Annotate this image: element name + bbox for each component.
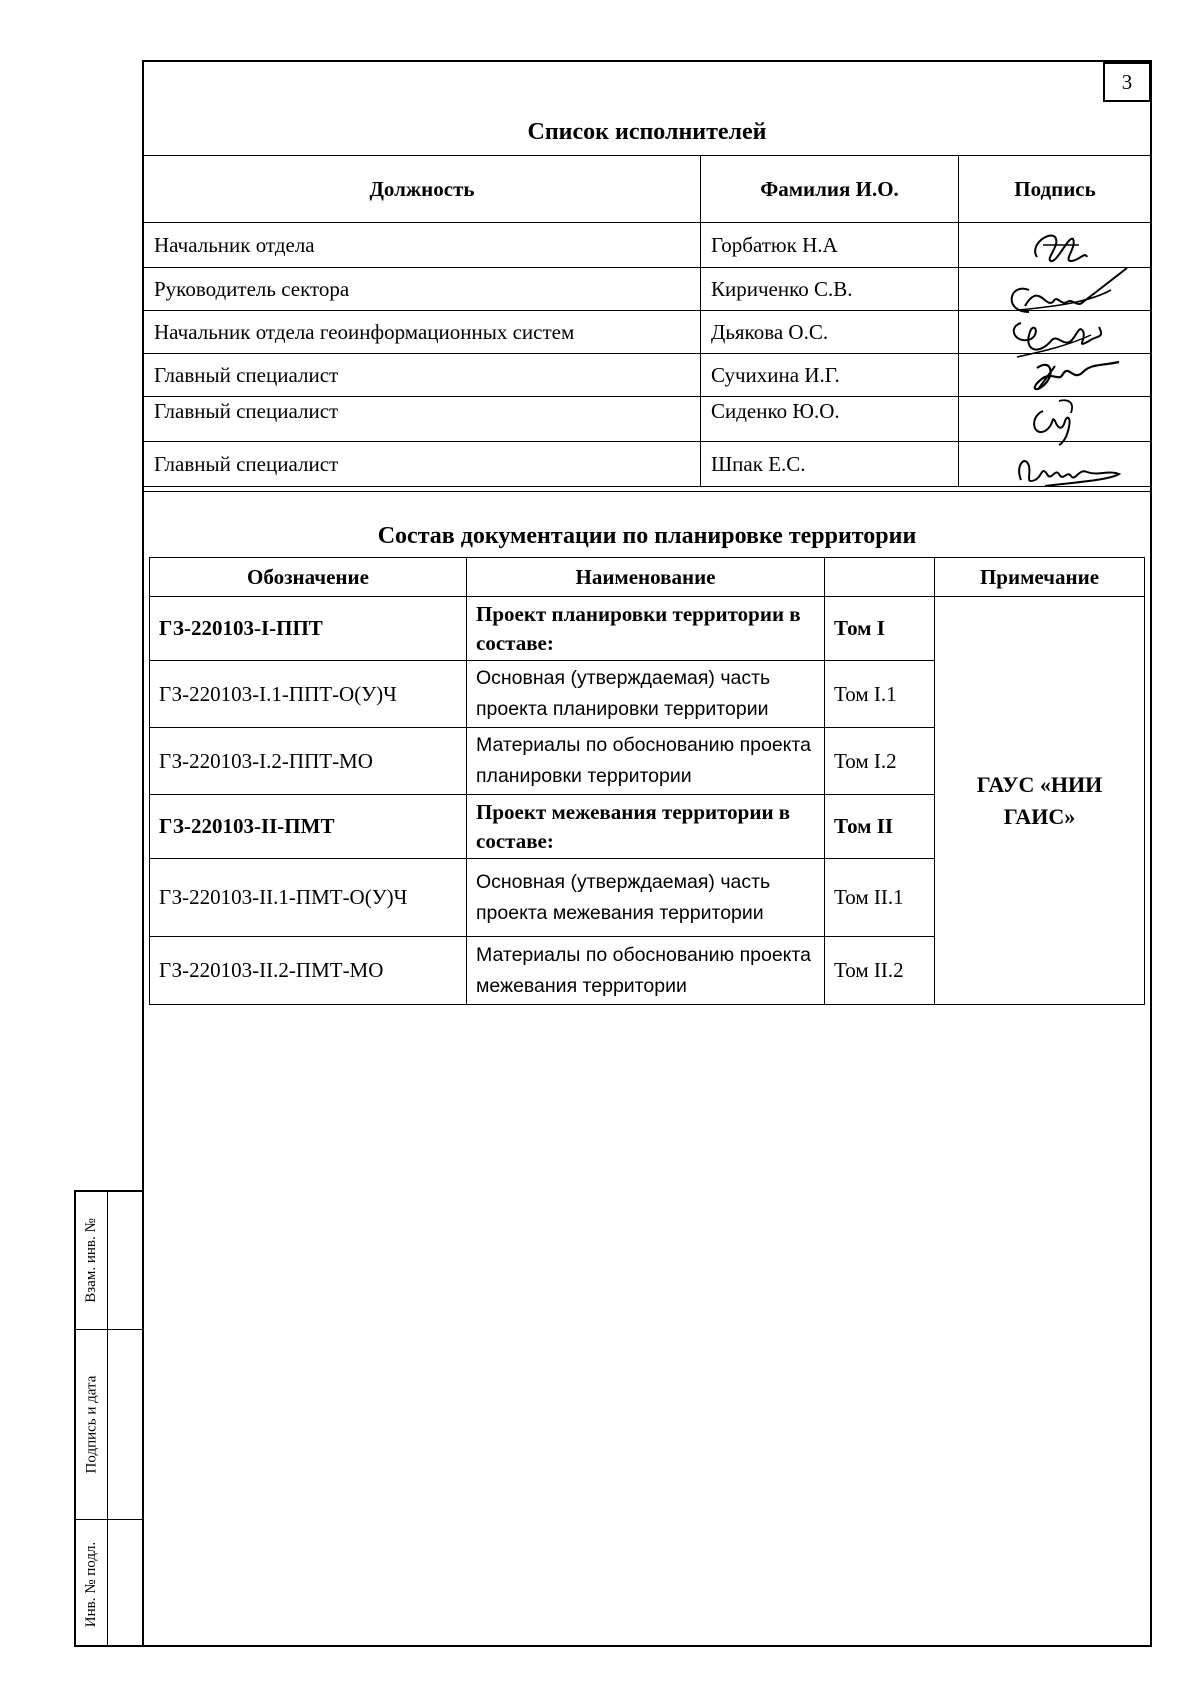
name-cell: Сучихина И.Г. — [701, 354, 959, 397]
name-cell: Материалы по обоснованию проекта межевания территории — [467, 937, 825, 1005]
position-cell: Главный специалист — [144, 442, 701, 487]
volume-cell: Том II.2 — [825, 937, 935, 1005]
volume-cell: Том I.2 — [825, 728, 935, 795]
note-cell: ГАУС «НИИ ГАИС» — [935, 597, 1145, 1005]
documentation-title: Состав документации по планировке территории — [377, 523, 917, 549]
name-cell: Основная (утверждаемая) часть проекта межевания территории — [467, 859, 825, 937]
name-cell: Проект планировки территории в составе: — [467, 597, 825, 661]
position-cell: Главный специалист — [144, 397, 701, 442]
name-cell: Шпак Е.С. — [701, 442, 959, 487]
header-name: Наименование — [467, 558, 825, 597]
header-position: Должность — [144, 156, 701, 223]
code-cell: ГЗ-220103-I-ППТ — [150, 597, 467, 661]
position-cell: Начальник отдела — [144, 223, 701, 268]
code-cell: ГЗ-220103-II.2-ПМТ-МО — [150, 937, 467, 1005]
stamp-label-inv-orig: Инв. № подл. — [83, 1541, 99, 1627]
signature-cell — [959, 397, 1152, 442]
code-cell: ГЗ-220103-II.1-ПМТ-О(У)Ч — [150, 859, 467, 937]
table-header-row — [144, 156, 1152, 223]
name-cell: Сиденко Ю.О. — [701, 397, 959, 442]
signature-cell — [959, 223, 1152, 268]
stamp-column-divider — [107, 1192, 108, 1645]
code-cell: ГЗ-220103-II-ПМТ — [150, 795, 467, 859]
stamp-label-replace-inv: Взам. инв. № — [83, 1218, 99, 1303]
position-cell: Руководитель сектора — [144, 268, 701, 311]
table-row — [144, 442, 1152, 487]
code-cell: ГЗ-220103-I.1-ППТ-О(У)Ч — [150, 661, 467, 728]
performers-table — [143, 155, 1152, 487]
name-cell: Дьякова О.С. — [701, 311, 959, 354]
table-row — [150, 597, 1145, 661]
table-header-row — [150, 558, 1145, 597]
position-cell: Главный специалист — [144, 354, 701, 397]
stamp-cell-inv — [76, 1519, 107, 1649]
header-volume — [825, 558, 935, 597]
table-row — [144, 397, 1152, 442]
name-cell: Основная (утверждаемая) часть проекта планировки территории — [467, 661, 825, 728]
code-cell: ГЗ-220103-I.2-ППТ-МО — [150, 728, 467, 795]
name-cell: Кириченко С.В. — [701, 268, 959, 311]
header-signature: Подпись — [959, 156, 1152, 223]
side-stamp — [74, 1190, 142, 1647]
stamp-label-sign-date: Подпись и дата — [83, 1375, 100, 1473]
volume-cell: Том II.1 — [825, 859, 935, 937]
header-code: Обозначение — [150, 558, 467, 597]
name-cell: Горбатюк Н.А — [701, 223, 959, 268]
documentation-table — [149, 557, 1145, 1005]
performers-title: Список исполнителей — [527, 119, 767, 145]
page-number: 3 — [1103, 62, 1151, 102]
volume-cell: Том I — [825, 597, 935, 661]
stamp-cell-sign — [76, 1329, 107, 1519]
stamp-cell-replace — [76, 1192, 107, 1329]
signature-cell — [959, 442, 1152, 487]
name-cell: Проект межевания территории в составе: — [467, 795, 825, 859]
volume-cell: Том II — [825, 795, 935, 859]
volume-cell: Том I.1 — [825, 661, 935, 728]
header-name: Фамилия И.О. — [701, 156, 959, 223]
header-note: Примечание — [935, 558, 1145, 597]
table-top-rule — [143, 491, 1151, 492]
position-cell: Начальник отдела геоинформационных систем — [144, 311, 701, 354]
signature-image — [959, 436, 1152, 492]
table-row — [144, 223, 1152, 268]
name-cell: Материалы по обоснованию проекта планировки территории — [467, 728, 825, 795]
